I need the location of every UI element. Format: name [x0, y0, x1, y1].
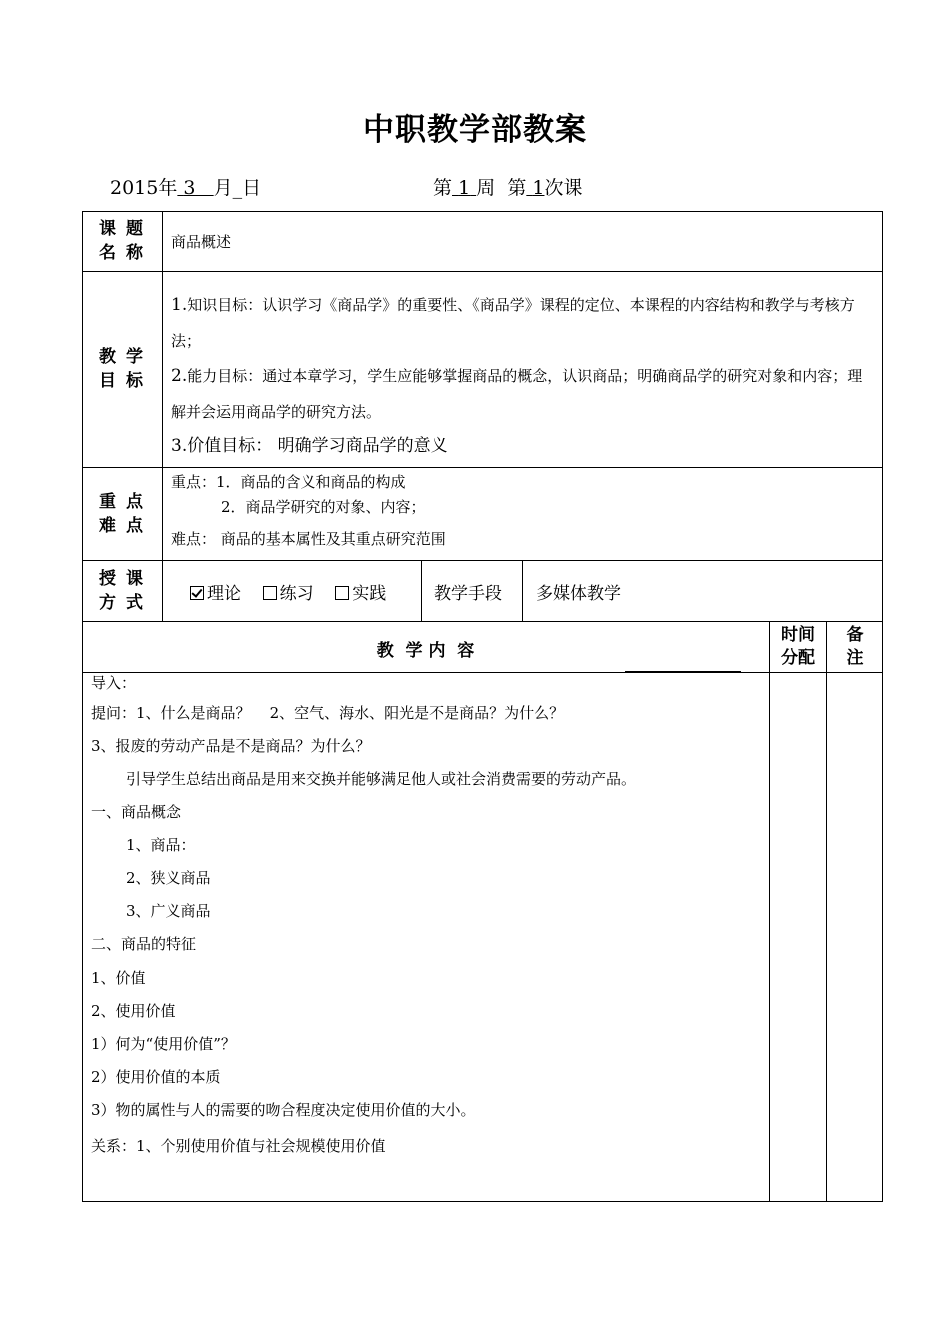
content-line: 3、报废的劳动产品是不是商品？为什么？	[91, 737, 371, 755]
row-divider	[82, 672, 883, 673]
keypoints-label: 重 点 难 点	[99, 492, 145, 536]
content-line: 3、广义商品	[126, 902, 211, 920]
week-number: 1	[458, 177, 471, 199]
note-header: 备 注	[846, 625, 864, 668]
row-divider	[82, 621, 883, 622]
option-practice[interactable]: 练习	[263, 584, 314, 604]
content-line: 3）物的属性与人的需要的吻合程度决定使用价值的大小。	[91, 1101, 476, 1119]
lesson-suffix: 次课	[544, 177, 583, 199]
day-suffix: 日	[242, 177, 262, 199]
week-suffix: 周	[476, 177, 496, 199]
content-line: 二、商品的特征	[91, 935, 197, 953]
content-line: 1、商品：	[126, 836, 196, 854]
content-line: 2、使用价值	[91, 1002, 176, 1020]
year: 2015	[110, 177, 159, 199]
content-line: 一、商品概念	[91, 803, 182, 821]
content-line: 引导学生总结出商品是用来交换并能够满足他人或社会消费需要的劳动产品。	[126, 770, 637, 788]
page-title: 中职教学部教案	[363, 112, 587, 148]
goal-item-2: 2.能力目标：通过本章学习，学生应能够掌握商品的概念，认识商品；明确商品学的研究对象和内容；理解并会运用商品学的研究方法。	[171, 366, 863, 421]
row-divider	[82, 467, 883, 468]
underline-mark	[625, 671, 741, 673]
time-header: 时间 分配	[781, 625, 815, 668]
time-column-divider	[769, 621, 770, 1202]
method-divider	[421, 560, 422, 621]
difficulty-line: 难点： 商品的基本属性及其重点研究范围	[171, 530, 446, 548]
row-divider	[82, 271, 883, 272]
method-divider	[522, 560, 523, 621]
content-header: 教 学 内 容	[376, 641, 475, 661]
day-blank: _	[232, 177, 243, 199]
content-line: 1）何为“使用价值”？	[91, 1035, 236, 1053]
week-line	[433, 173, 582, 200]
year-suffix: 年	[158, 177, 178, 199]
means-value: 多媒体教学	[536, 584, 621, 604]
topic-value: 商品概述	[171, 233, 232, 251]
date-line	[110, 173, 261, 200]
topic-label: 课 题 名 称	[99, 219, 145, 263]
keypoint-line-1: 重点：1．商品的含义和商品的构成	[171, 473, 406, 491]
content-line: 提问：1、什么是商品？ 2、空气、海水、阳光是不是商品？为什么？	[91, 704, 565, 722]
method-label: 授 课 方 式	[99, 569, 145, 613]
checkbox-icon[interactable]	[263, 586, 277, 600]
note-column-divider	[826, 621, 827, 1202]
goal-item-3: 3.价值目标： 明确学习商品学的意义	[171, 436, 448, 456]
checkbox-checked-icon[interactable]	[190, 586, 204, 600]
content-line: 导入：	[91, 674, 137, 692]
goals-label: 教 学 目 标	[99, 347, 145, 391]
row-divider	[82, 560, 883, 561]
content-line: 2、狭义商品	[126, 869, 211, 887]
month-suffix: 月	[213, 177, 233, 199]
keypoint-line-2: 2．商品学研究的对象、内容；	[221, 498, 426, 516]
content-line: 2）使用价值的本质	[91, 1068, 221, 1086]
method-options	[190, 579, 386, 604]
option-field[interactable]: 实践	[335, 584, 386, 604]
option-theory[interactable]: 理论	[190, 584, 241, 604]
content-line: 关系：1、个别使用价值与社会规模使用价值	[91, 1137, 386, 1155]
month-value: 3	[183, 177, 196, 199]
week-prefix: 第	[433, 177, 453, 199]
label-column-divider	[162, 211, 163, 621]
means-label: 教学手段	[434, 584, 502, 604]
goal-item-1: 1.知识目标：认识学习《商品学》的重要性、《商品学》课程的定位、本课程的内容结构和教学与考核方法；	[171, 295, 855, 350]
lesson-number: 1	[532, 177, 545, 199]
lesson-prefix: 第	[507, 177, 527, 199]
checkbox-icon[interactable]	[335, 586, 349, 600]
content-line: 1、价值	[91, 969, 146, 987]
